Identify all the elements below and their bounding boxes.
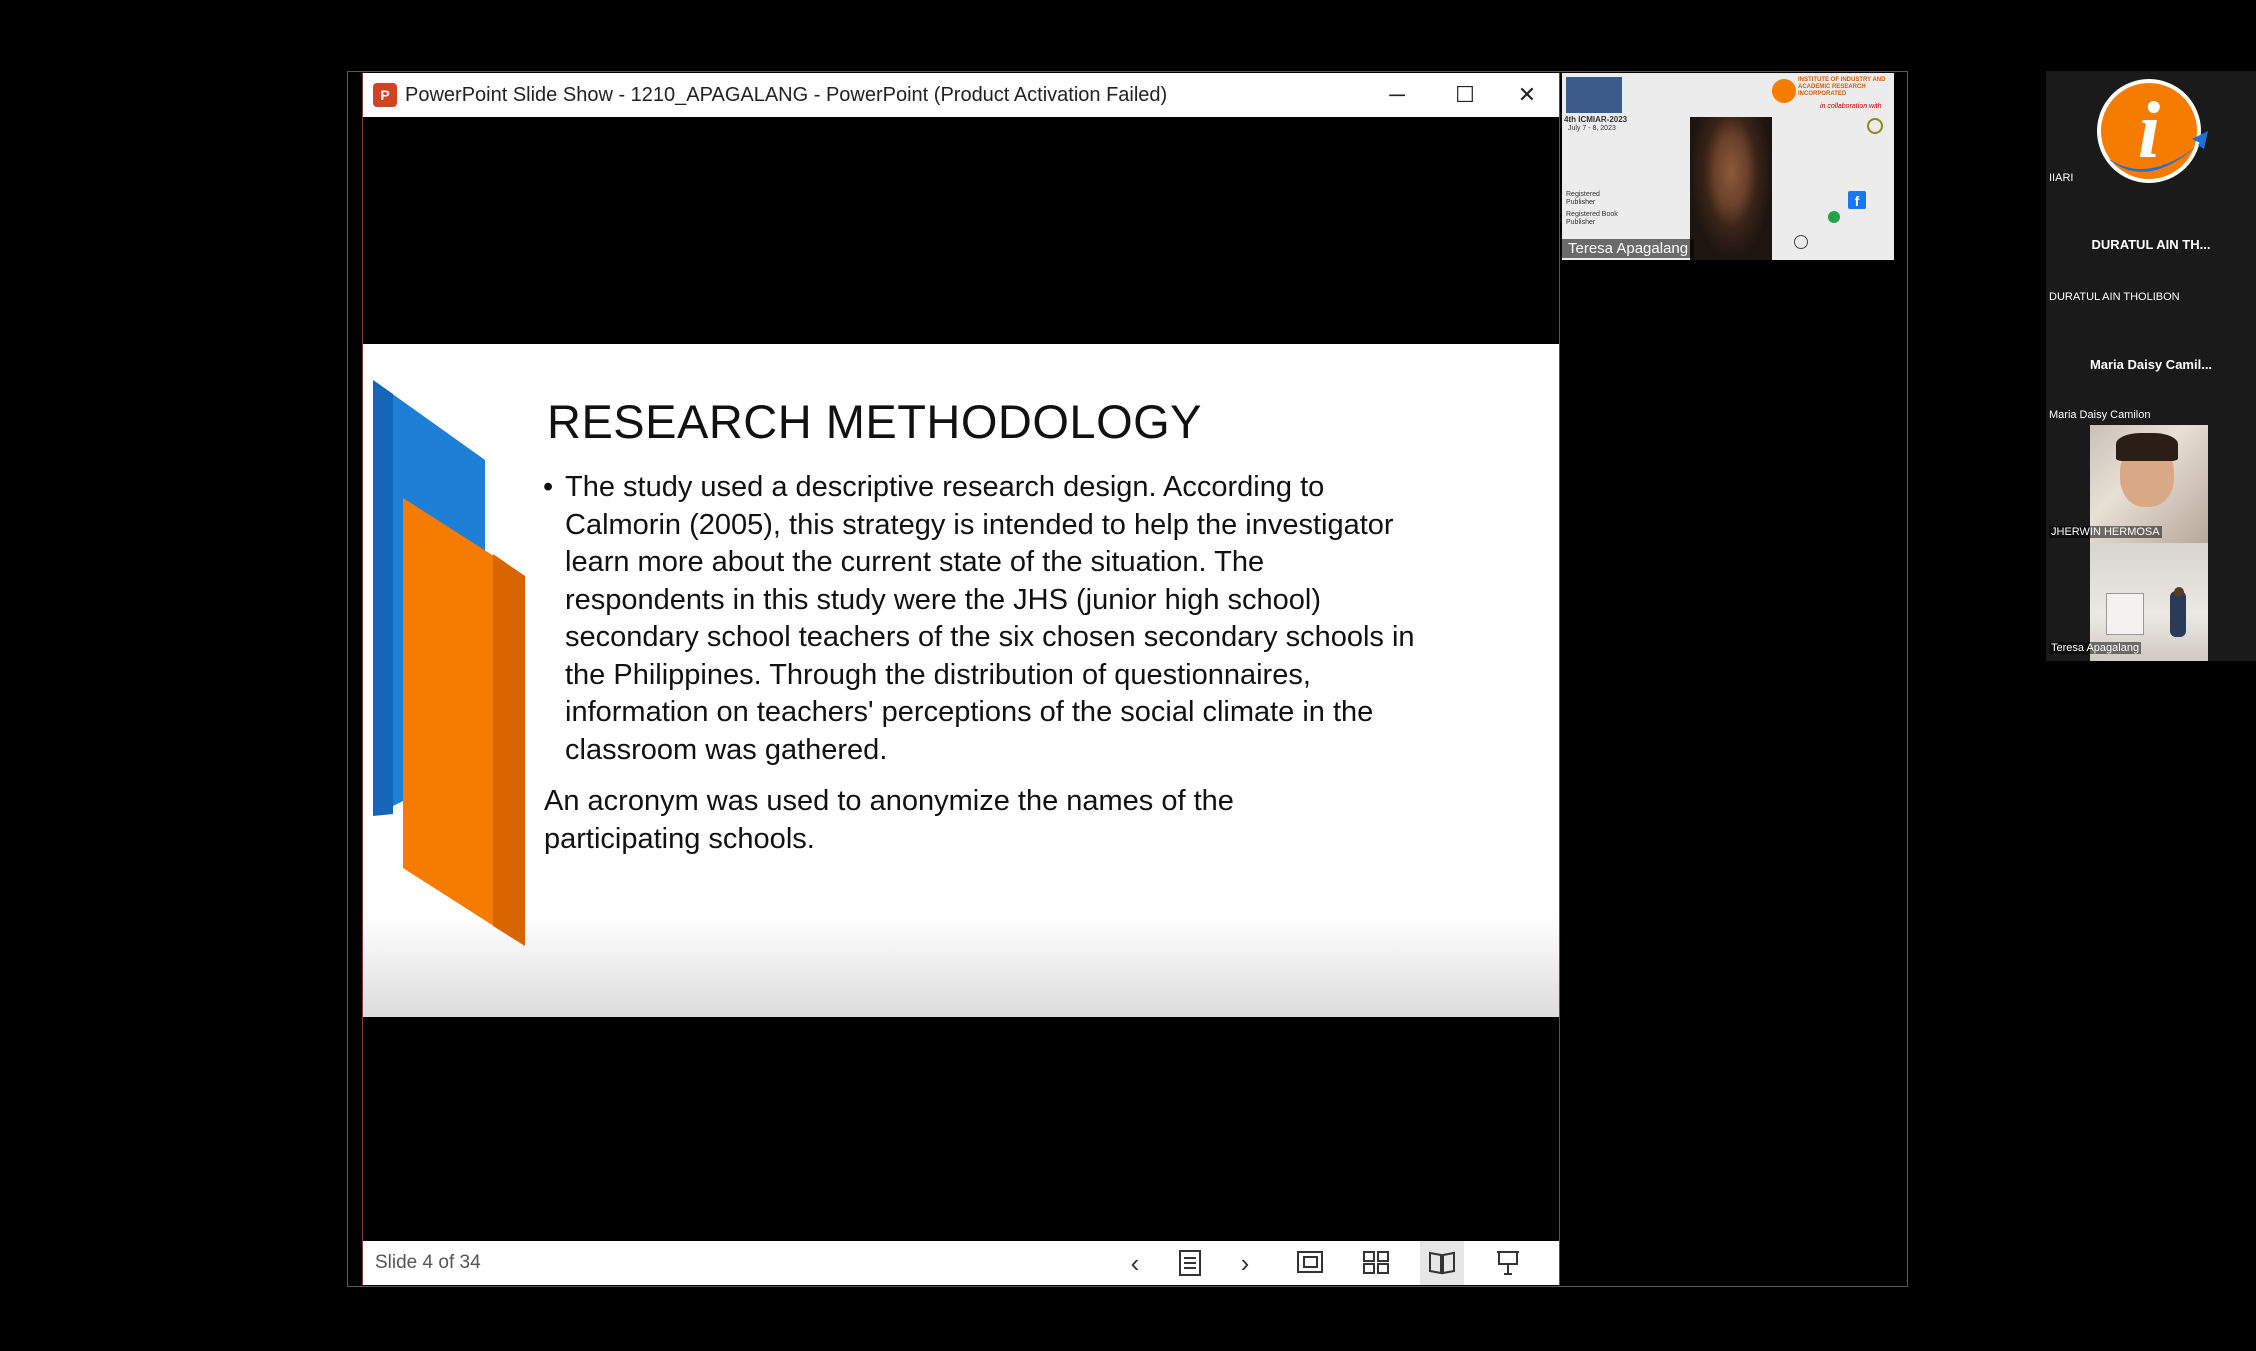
slideshow-status-bar	[363, 1241, 1559, 1285]
normal-view-button[interactable]	[1288, 1241, 1332, 1285]
minimize-button[interactable]: ─	[1389, 82, 1405, 107]
next-slide-button[interactable]: ›	[1240, 1248, 1250, 1278]
person-hair	[2116, 433, 2178, 461]
participant-name: Teresa Apagalang	[2051, 642, 2140, 654]
grid-icon	[1362, 1250, 1390, 1276]
slide-decoration	[363, 344, 543, 1017]
iiari-small-logo	[1772, 79, 1796, 103]
university-seal-icon	[1867, 118, 1883, 134]
previous-slide-button[interactable]: ‹	[1130, 1248, 1140, 1278]
normal-view-icon	[1296, 1250, 1324, 1276]
globe-icon	[1794, 235, 1808, 249]
orange-shape-shade	[493, 554, 525, 946]
speaker-video-tile[interactable]	[1562, 73, 1894, 260]
window-title: PowerPoint Slide Show - 1210_APAGALANG - PowerPoint (Product Activation Failed)	[405, 84, 1168, 106]
blue-shape-shadow	[373, 380, 393, 816]
slideshow-view-button[interactable]	[1486, 1241, 1530, 1285]
projector-screen-icon	[1494, 1249, 1522, 1277]
slide-sorter-button[interactable]	[1354, 1241, 1398, 1285]
banner-event: 4th ICMIAR-2023	[1564, 115, 1628, 124]
room-furniture	[2106, 593, 2144, 635]
person-figure	[2170, 591, 2186, 637]
banner-org-name: INSTITUTE OF INDUSTRY AND ACADEMIC RESEARCH INCORPORATED	[1798, 77, 1886, 97]
close-button[interactable]: ✕	[1517, 82, 1537, 107]
book-icon	[1428, 1250, 1456, 1276]
person-head	[2174, 587, 2184, 597]
facebook-icon: f	[1848, 191, 1866, 209]
participants-panel	[2046, 71, 2256, 661]
powerpoint-icon-letter: P	[380, 87, 390, 103]
registered-publisher: Registered Publisher	[1566, 191, 1600, 206]
participant-name: JHERWIN HERMOSA	[2051, 526, 2160, 538]
participant-name: DURATUL AIN THOLIBON	[2049, 291, 2180, 303]
participant-tile-duratul[interactable]	[2046, 191, 2256, 309]
slide-counter: Slide 4 of 34	[375, 1252, 481, 1273]
participant-tile-iiari[interactable]	[2046, 71, 2256, 189]
participant-display-name: DURATUL AIN TH...	[2091, 237, 2211, 252]
slide-title: RESEARCH METHODOLOGY	[547, 395, 1203, 448]
speaker-name-label: Teresa Apagalang	[1562, 239, 1694, 258]
maximize-button[interactable]: ☐	[1455, 82, 1475, 107]
powerpoint-window	[362, 73, 1560, 1285]
phone-icon	[1828, 211, 1840, 223]
slide-paragraph: An acronym was used to anonymize the names of the participating schools.	[544, 785, 1234, 855]
participant-name: Maria Daisy Camilon	[2049, 409, 2151, 421]
participant-tile-jherwin[interactable]	[2046, 425, 2256, 543]
banner-dates: July 7 - 8, 2023	[1568, 125, 1616, 132]
powerpoint-app-icon	[373, 83, 397, 107]
title-bar	[363, 73, 1559, 117]
notes-icon	[1177, 1249, 1203, 1277]
registered-book-publisher: Registered Book Publisher	[1566, 211, 1618, 226]
bullet-marker: •	[543, 471, 554, 503]
logo-letter: i	[2137, 87, 2161, 175]
conference-building-image	[1566, 77, 1622, 113]
speaker-person	[1690, 117, 1772, 260]
reading-view-button[interactable]	[1420, 1241, 1464, 1285]
slide-menu-button[interactable]	[1168, 1241, 1212, 1285]
bullet-text: The study used a descriptive research design. According to Calmorin (2005), this strategy is intended to help the investigator learn more about the current state of the situation. The respondents in this study were the JHS (junior high school) secondary school teachers of the six chosen secondary schools in the Philippines. Through the distribution of questionnaires, information on teachers' perceptions of the social climate in the classroom was gathered.	[565, 471, 1415, 766]
banner-collab: in collaboration with	[1820, 103, 1882, 110]
participant-tile-teresa[interactable]	[2046, 543, 2256, 661]
iiari-logo	[2088, 71, 2210, 189]
participant-display-name: Maria Daisy Camil...	[2089, 357, 2213, 372]
participant-tile-maria[interactable]	[2046, 311, 2256, 429]
slide-canvas	[363, 344, 1559, 1017]
participant-name: IIARI	[2049, 172, 2074, 184]
